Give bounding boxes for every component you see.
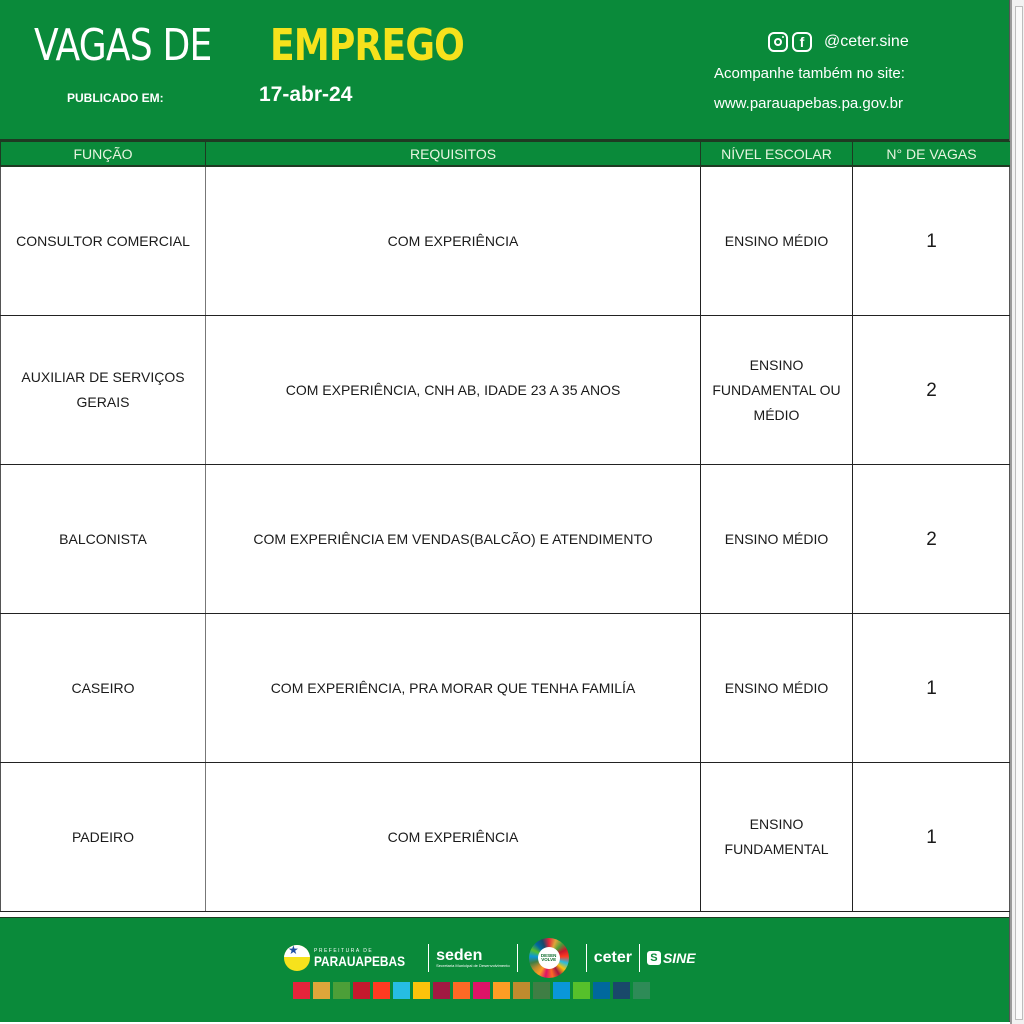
sdg-goal-tile bbox=[593, 982, 610, 999]
header-banner bbox=[0, 0, 1009, 141]
sdg-goal-tile bbox=[433, 982, 450, 999]
table-row bbox=[1, 166, 1011, 316]
cell-requisitos: COM EXPERIÊNCIA, CNH AB, IDADE 23 A 35 ANOS bbox=[206, 316, 701, 465]
ceter-logo bbox=[594, 950, 632, 966]
published-label: PUBLICADO EM: bbox=[67, 91, 164, 105]
cell-funcao: AUXILIAR DE SERVIÇOS GERAIS bbox=[1, 316, 206, 465]
cell-funcao: CASEIRO bbox=[1, 614, 206, 763]
cell-requisitos: COM EXPERIÊNCIA bbox=[206, 166, 701, 316]
social-handle[interactable]: @ceter.sine bbox=[824, 33, 909, 50]
sdg-goal-tile bbox=[573, 982, 590, 999]
sdg-goal-tile bbox=[513, 982, 530, 999]
sine-mark-icon: S bbox=[647, 951, 661, 965]
scrollbar-track[interactable] bbox=[1015, 6, 1023, 1020]
published-date: 17-abr-24 bbox=[259, 83, 353, 106]
table-row bbox=[1, 614, 1011, 763]
sdg-goal-tile bbox=[333, 982, 350, 999]
cell-nivel-escolar: ENSINO MÉDIO bbox=[701, 166, 853, 316]
column-header-requisitos: REQUISITOS bbox=[206, 142, 701, 167]
sdg-goal-tile bbox=[293, 982, 310, 999]
instagram-icon[interactable] bbox=[768, 32, 788, 52]
sdg-goals-strip bbox=[293, 982, 650, 999]
sine-logo bbox=[647, 950, 696, 966]
sine-name: SINE bbox=[662, 950, 696, 966]
cell-numero-vagas: 2 bbox=[853, 465, 1011, 614]
facebook-icon[interactable]: f bbox=[792, 32, 812, 52]
cell-requisitos: COM EXPERIÊNCIA, PRA MORAR QUE TENHA FAMILÍA bbox=[206, 614, 701, 763]
partner-logos bbox=[284, 940, 696, 976]
footer-banner bbox=[0, 917, 1009, 1022]
sdg-goal-tile bbox=[373, 982, 390, 999]
seden-caption: Secretaria Municipal de Desenvolvimento bbox=[436, 963, 510, 968]
ceter-name: ceter bbox=[593, 949, 632, 966]
seden-logo bbox=[436, 948, 510, 968]
cell-funcao: PADEIRO bbox=[1, 763, 206, 912]
logo-divider bbox=[639, 944, 640, 972]
social-links bbox=[768, 30, 909, 54]
sdg-goal-tile bbox=[493, 982, 510, 999]
seden-name: seden bbox=[436, 947, 483, 964]
table-header-row bbox=[1, 142, 1011, 167]
column-header-nivel-escolar: NÍVEL ESCOLAR bbox=[701, 142, 853, 167]
sdg-goal-tile bbox=[313, 982, 330, 999]
cell-numero-vagas: 2 bbox=[853, 316, 1011, 465]
prefeitura-name: PARAUAPEBAS bbox=[314, 952, 406, 969]
site-url[interactable]: www.parauapebas.pa.gov.br bbox=[714, 95, 904, 112]
cell-funcao: CONSULTOR COMERCIAL bbox=[1, 166, 206, 316]
desenvolve-text: DESEN VOLVE bbox=[538, 947, 560, 969]
logo-divider bbox=[428, 944, 429, 972]
prefeitura-parauapebas-logo bbox=[284, 945, 421, 971]
logo-divider bbox=[517, 944, 518, 972]
title-emprego: EMPREGO bbox=[270, 20, 464, 71]
sdg-goal-tile bbox=[353, 982, 370, 999]
table-row bbox=[1, 763, 1011, 912]
page-edge-scrollbar[interactable] bbox=[1010, 0, 1024, 1024]
sdg-goal-tile bbox=[533, 982, 550, 999]
cell-nivel-escolar: ENSINO MÉDIO bbox=[701, 614, 853, 763]
parauapebas-emblem-icon bbox=[284, 945, 310, 971]
desenvolve-logo bbox=[529, 938, 569, 978]
column-header-numero-vagas: N° DE VAGAS bbox=[853, 142, 1011, 167]
cell-numero-vagas: 1 bbox=[853, 614, 1011, 763]
cell-nivel-escolar: ENSINO FUNDAMENTAL OU MÉDIO bbox=[701, 316, 853, 465]
cell-nivel-escolar: ENSINO FUNDAMENTAL bbox=[701, 763, 853, 912]
sdg-goal-tile bbox=[473, 982, 490, 999]
site-caption: Acompanhe também no site: bbox=[714, 65, 905, 82]
sdg-goal-tile bbox=[613, 982, 630, 999]
cell-nivel-escolar: ENSINO MÉDIO bbox=[701, 465, 853, 614]
cell-numero-vagas: 1 bbox=[853, 166, 1011, 316]
cell-funcao: BALCONISTA bbox=[1, 465, 206, 614]
column-header-funcao: FUNÇÃO bbox=[1, 142, 206, 167]
jobs-table bbox=[0, 141, 1011, 912]
cell-requisitos: COM EXPERIÊNCIA EM VENDAS(BALCÃO) E ATENDIMENTO bbox=[206, 465, 701, 614]
table-row bbox=[1, 465, 1011, 614]
table-row bbox=[1, 316, 1011, 465]
sdg-goal-tile bbox=[553, 982, 570, 999]
prefeitura-label: PREFEITURA DE bbox=[314, 947, 374, 954]
sdg-goal-tile bbox=[413, 982, 430, 999]
logo-divider bbox=[586, 944, 587, 972]
sdg-goal-tile bbox=[453, 982, 470, 999]
sdg-goal-tile bbox=[393, 982, 410, 999]
title-vagas-de: VAGAS DE bbox=[34, 20, 212, 71]
cell-numero-vagas: 1 bbox=[853, 763, 1011, 912]
cell-requisitos: COM EXPERIÊNCIA bbox=[206, 763, 701, 912]
sdg-goal-tile bbox=[633, 982, 650, 999]
